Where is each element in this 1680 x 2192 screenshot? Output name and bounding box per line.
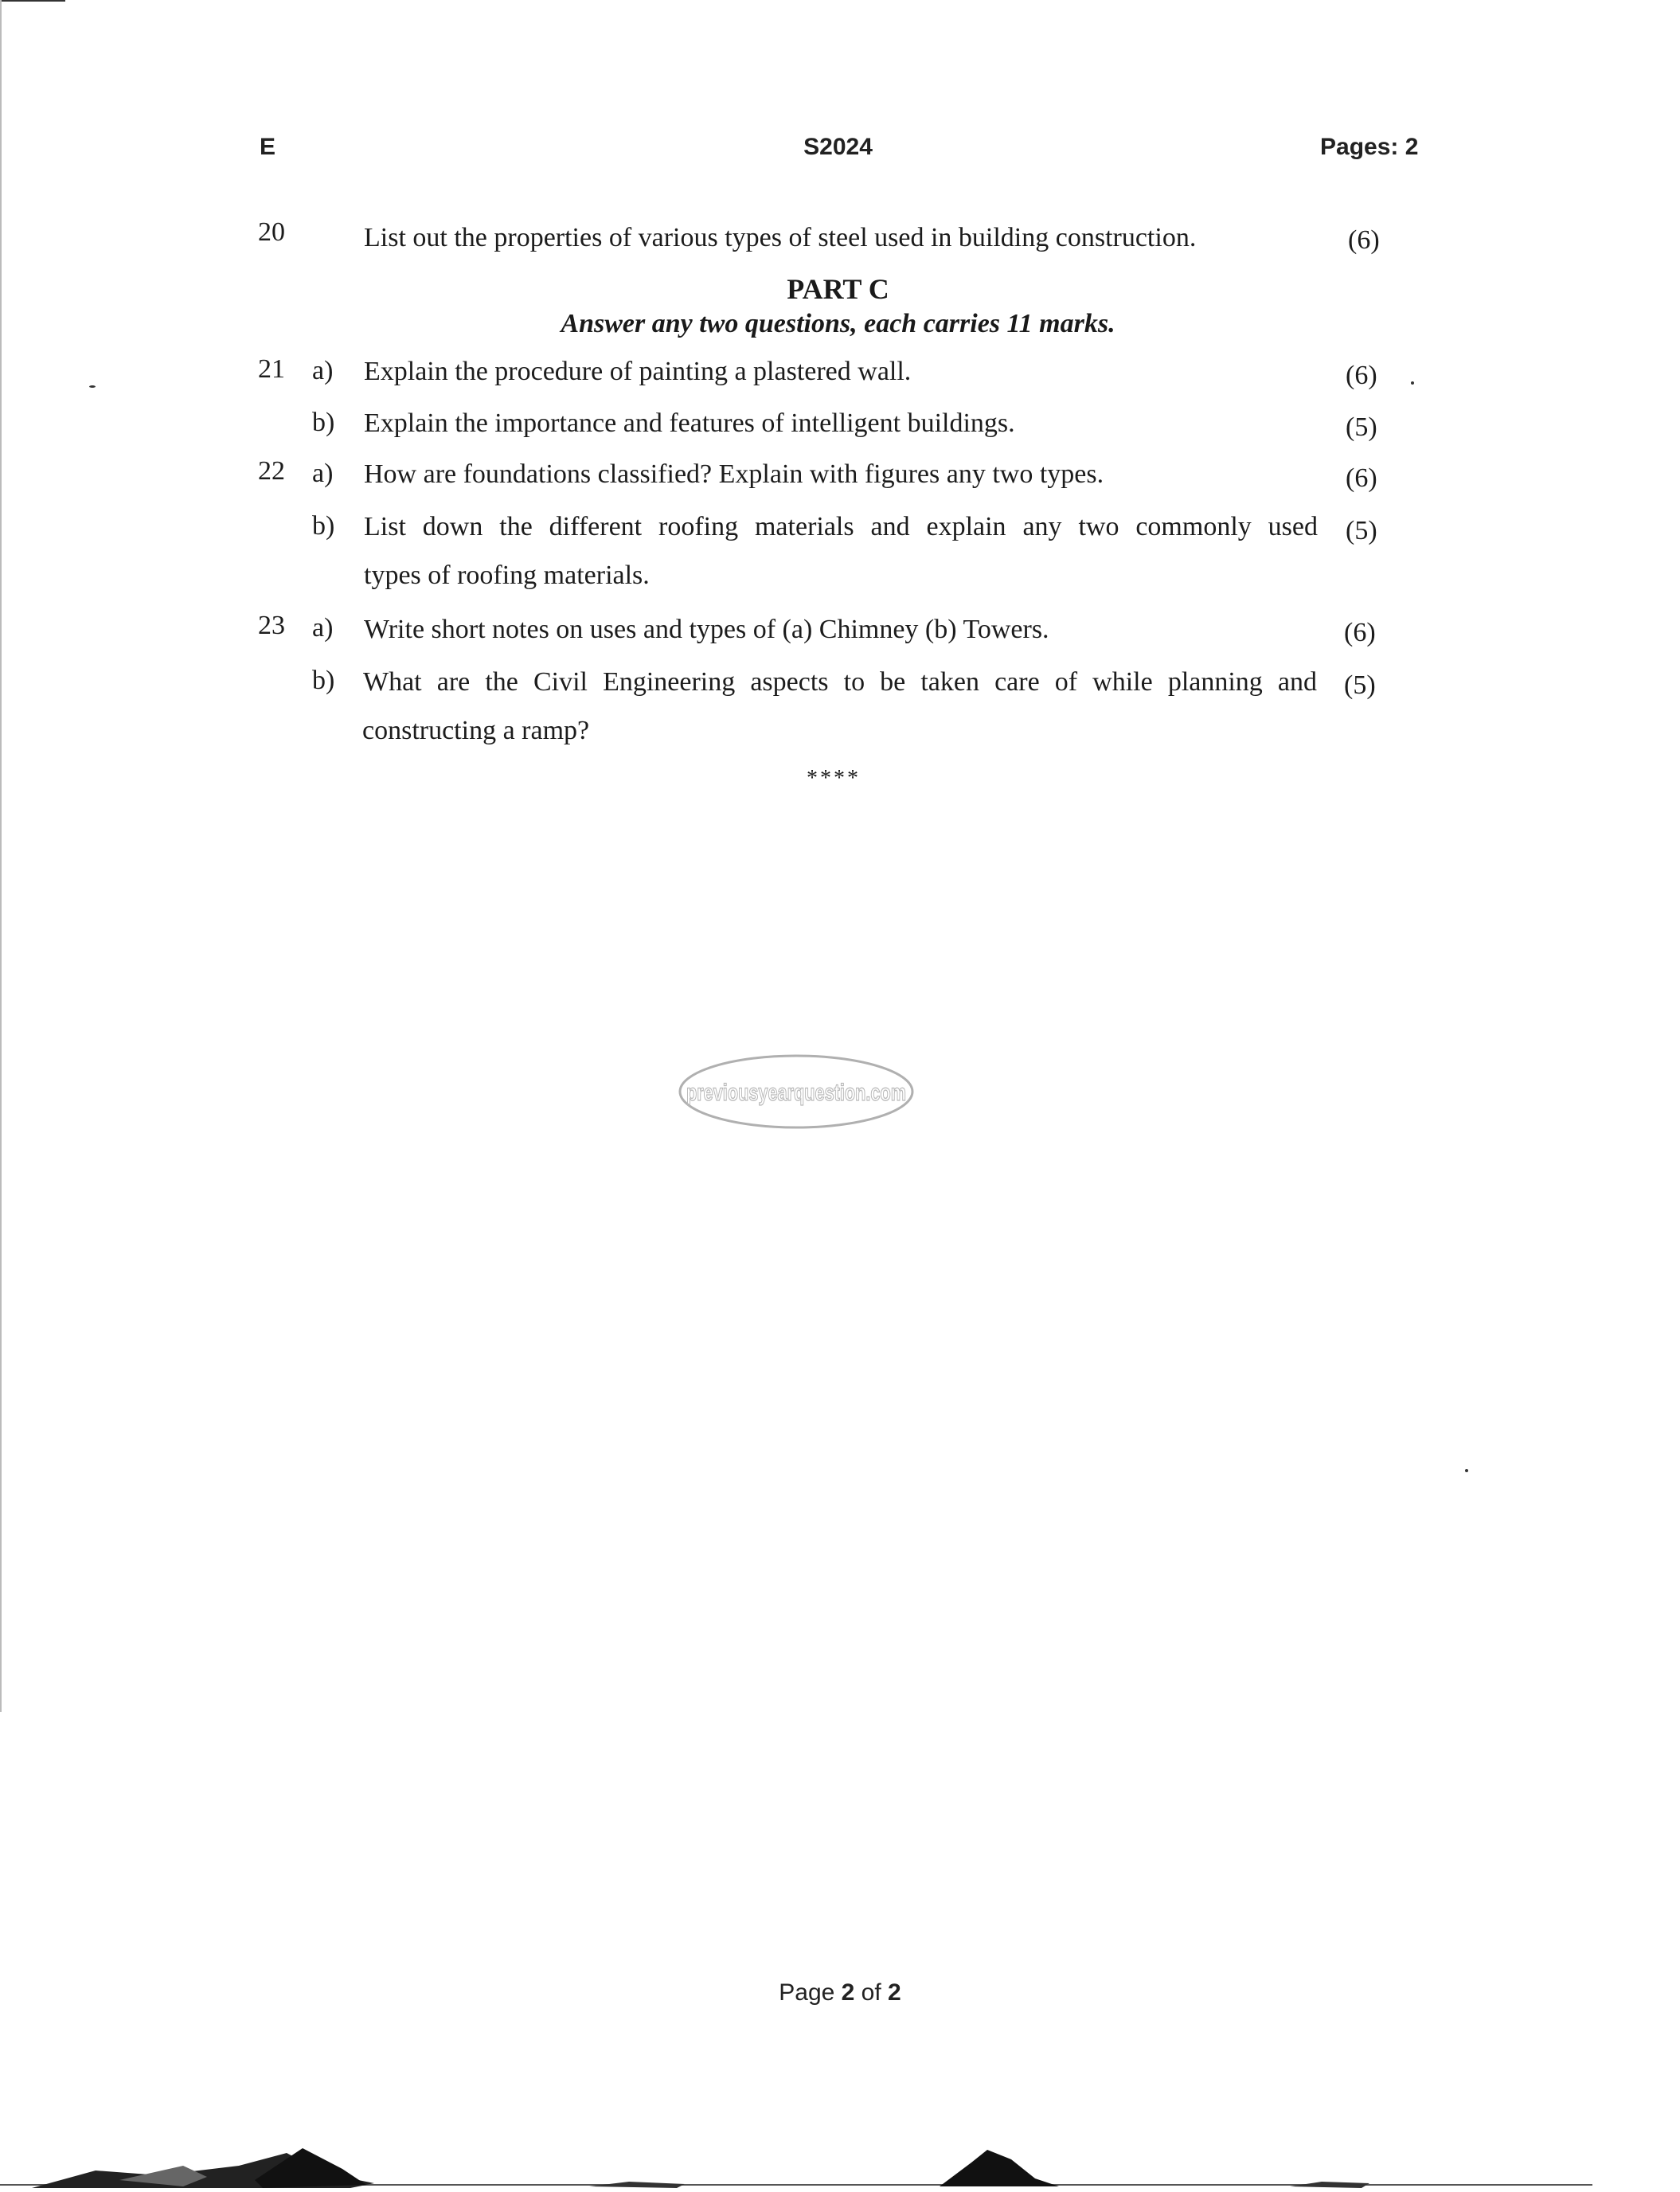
footer-middle: of: [854, 1979, 889, 2006]
question-marks: (5): [1346, 516, 1377, 545]
scan-corner-line: [0, 0, 65, 2]
part-title: PART C: [787, 273, 889, 305]
subquestion-label: a): [312, 356, 334, 385]
part-instruction: Answer any two questions, each carries 11 marks.: [561, 309, 1115, 338]
page-footer: [0, 1979, 1680, 2006]
end-of-paper-mark: ****: [807, 766, 861, 791]
footer-total-pages: 2: [888, 1979, 901, 2006]
watermark-text: previousyearquestion.com: [686, 1080, 906, 1106]
footer-current-page: 2: [841, 1979, 855, 2006]
question-text: Write short notes on uses and types of (a) Chimney (b) Towers.: [364, 615, 1049, 644]
header-code-left: E: [260, 134, 276, 160]
question-number: 23: [258, 611, 285, 640]
question-number: 22: [258, 456, 285, 486]
question-text: Explain the procedure of painting a plastered wall.: [364, 357, 912, 386]
question-marks: (6): [1344, 618, 1376, 647]
header-pages: Pages: 2: [1320, 134, 1419, 160]
scan-speck: [89, 385, 96, 388]
subquestion-label: a): [312, 459, 334, 488]
question-marks: (6): [1346, 361, 1377, 390]
question-marks: (6): [1346, 463, 1377, 493]
scan-left-edge: [0, 0, 2, 1712]
question-text: How are foundations classified? Explain with figures any two types.: [364, 459, 1104, 489]
scan-speck: [1465, 1469, 1468, 1472]
header-exam-code: S2024: [803, 134, 873, 160]
question-text: Explain the importance and features of intelligent buildings.: [364, 408, 1015, 438]
question-text-line: constructing a ramp?: [362, 716, 590, 745]
subquestion-label: b): [312, 511, 335, 541]
footer-prefix: Page: [779, 1979, 842, 2006]
question-text-line: What are the Civil Engineering aspects to be taken care of while planning and: [363, 667, 1317, 697]
question-marks: (5): [1344, 670, 1376, 700]
question-text: List out the properties of various types of steel used in building construction.: [364, 223, 1197, 252]
scan-bottom-smudge: [0, 2118, 1592, 2192]
question-marks: (5): [1346, 412, 1377, 442]
subquestion-label: b): [312, 666, 335, 695]
question-marks: (6): [1348, 225, 1380, 255]
question-text-line: types of roofing materials.: [364, 561, 650, 590]
scan-speck: [1411, 381, 1414, 385]
question-number: 20: [258, 217, 285, 247]
subquestion-label: a): [312, 613, 334, 643]
subquestion-label: b): [312, 408, 335, 437]
question-text-line: List down the different roofing materials and explain any two commonly used: [364, 512, 1318, 541]
question-number: 21: [258, 354, 285, 384]
watermark-logo: [677, 1053, 916, 1131]
